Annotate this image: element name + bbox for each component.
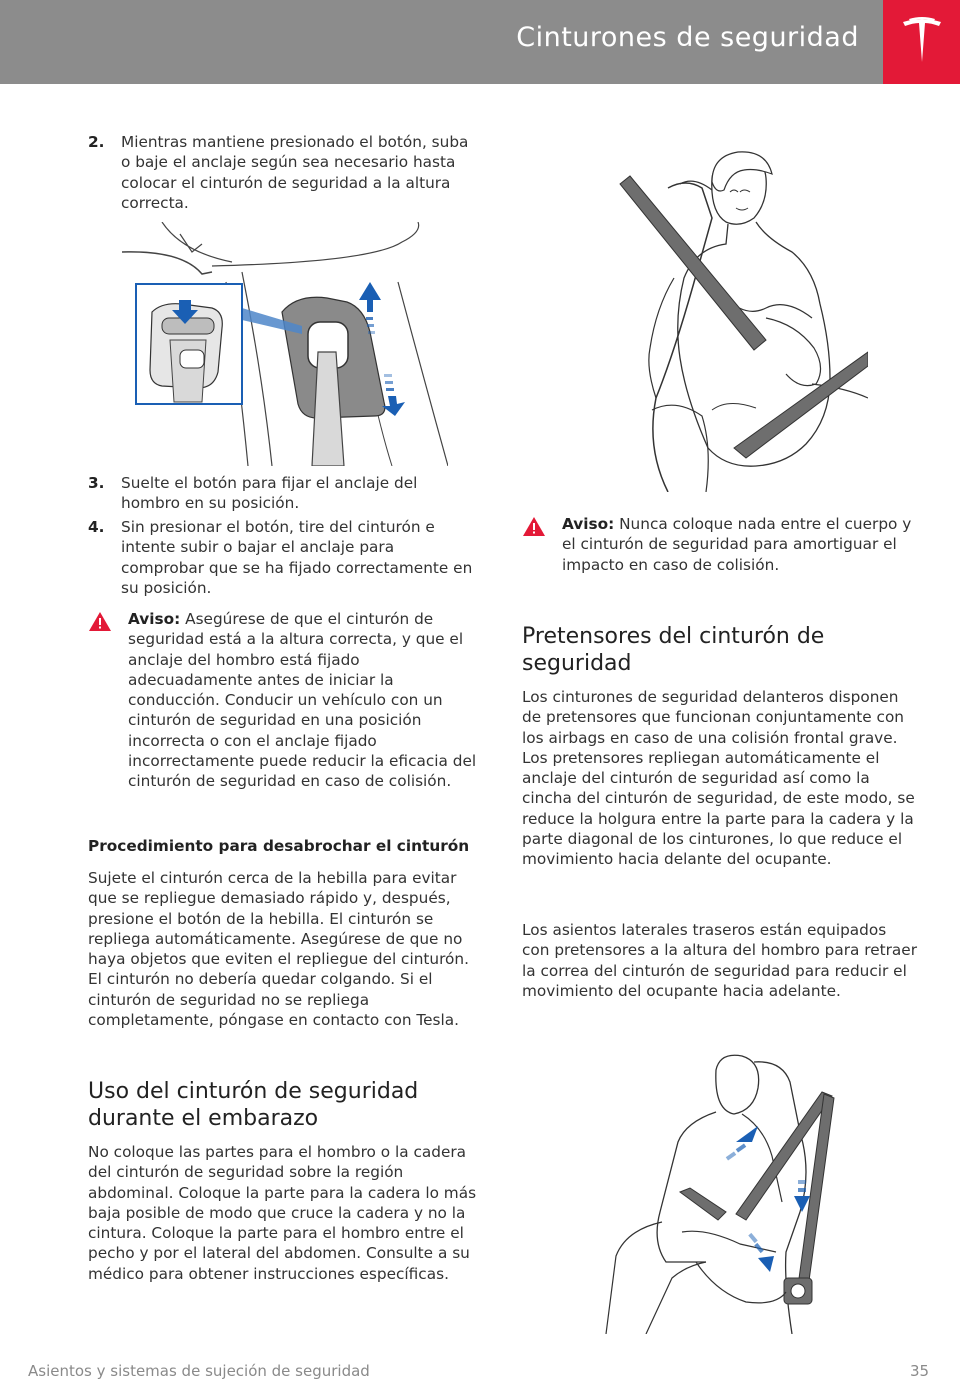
warning-icon (522, 516, 546, 537)
brand-logo (883, 0, 960, 84)
step-4 (88, 517, 480, 598)
pregnancy-heading: Uso del cinturón de seguridad durante el embarazo (88, 1079, 419, 1131)
pregnancy-paragraph: No coloque las partes para el hombro o la cadera del cinturón de seguridad sobre la región abdominal. Coloque la parte para la cadera lo más baja posible de modo que cruce la cadera y no la cintura. Coloque la parte para el hombro entre el pecho y por el lateral del abdomen. Consulte a su médico para obtener instrucciones específicas. (88, 1143, 477, 1283)
warning-label: Aviso: (562, 515, 615, 533)
warning-text: Nunca coloque nada entre el cuerpo y el cinturón de seguridad para amortiguar el impacto en caso de colisión. (562, 515, 912, 574)
tesla-logo-icon (901, 16, 943, 66)
warning-block (522, 514, 914, 575)
page-number: 35 (910, 1362, 930, 1380)
unbuckle-heading: Procedimiento para desabrochar el cinturón (88, 837, 470, 855)
step-2 (88, 132, 480, 213)
pretensioners-paragraph-2: Los asientos laterales traseros están equipados con pretensores a la altura del hombro para retraer la correa del cinturón de seguridad para reducir el movimiento del ocupante hacia adelante. (522, 921, 917, 1000)
step-3 (88, 473, 480, 514)
warning-label: Aviso: (128, 610, 181, 628)
step-text: Mientras mantiene presionado el botón, suba o baje el anclaje según sea necesario hasta colocar el cinturón de seguridad a la altura correcta. (121, 133, 469, 212)
step-number: 3. (88, 474, 105, 492)
page-title: Cinturones de seguridad (516, 22, 859, 53)
footer-section: Asientos y sistemas de sujeción de seguridad (28, 1362, 370, 1380)
warning-block (88, 609, 480, 792)
step-text: Suelte el botón para fijar el anclaje del hombro en su posición. (121, 474, 418, 513)
pretensioners-paragraph-1: Los cinturones de seguridad delanteros disponen de pretensores que funcionan conjuntamente con los airbags en caso de una colisión frontal grave. Los pretensores repliegan automáticamente el anclaje del cinturón de seguridad así como la cincha del cinturón de seguridad, de este modo, se reduce la holgura entre la parte para la cadera y la parte diagonal de los cinturones, lo que reduce el movimiento hacia delante del ocupante. (522, 688, 915, 869)
warning-text: Asegúrese de que el cinturón de seguridad está a la altura correcta, y que el anclaje del hombro está fijado adecuadamente antes de iniciar la conducción. Conducir un vehículo con un cinturón de seguridad en una posición incorrecta o con el anclaje fijado incorrectamente puede reducir la eficacia del cinturón de seguridad en caso de colisión. (128, 610, 477, 791)
step-number: 4. (88, 518, 105, 536)
shoulder-anchor-illustration (122, 222, 448, 466)
warning-icon (88, 611, 112, 632)
page-header (0, 0, 883, 84)
unbuckle-paragraph: Sujete el cinturón cerca de la hebilla para evitar que se repliegue demasiado rápido y, después, presione el botón de la hebilla. El cinturón se repliega automáticamente. Asegúrese de que no haya objetos que eviten el repliegue del cinturón. El cinturón no debería quedar colgando. Si el cinturón de seguridad no se repliega completamente, póngase en contacto con Tesla. (88, 869, 469, 1030)
step-text: Sin presionar el botón, tire del cinturón e intente subir o bajar el anclaje para comprobar que se ha fijado correctamente en su posición. (121, 518, 473, 597)
pretensioners-heading: Pretensores del cinturón de seguridad (522, 624, 825, 676)
rear-pretensioner-illustration (586, 1052, 838, 1334)
pregnant-seatbelt-illustration (616, 148, 868, 492)
step-number: 2. (88, 133, 105, 151)
